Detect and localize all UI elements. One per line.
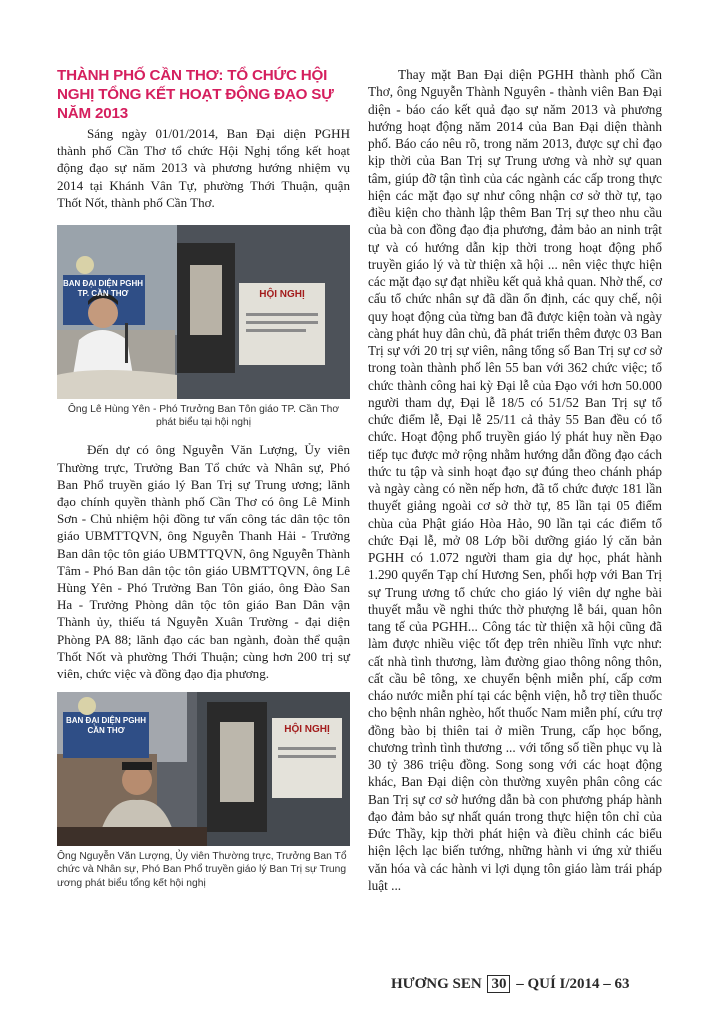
left-column xyxy=(57,66,350,890)
board-title: HỘI NGHỊ xyxy=(284,724,330,736)
paragraph-intro: Sáng ngày 01/01/2014, Ban Đại diện PGHH thành phố Cần Thơ tổ chức Hội Nghị tổng kết hoạt động đạo sự năm 2013 và phương hướng nhiệm vụ 2014 tại Khánh Vân Tự, phường Thới Thuận, quận Thốt Nốt, thành phố Cần Thơ. xyxy=(57,126,350,210)
article-headline: THÀNH PHỐ CẦN THƠ: TỔ CHỨC HỘI NGHỊ TỔNG KẾT HOẠT ĐỘNG ĐẠO SỰ NĂM 2013 xyxy=(57,67,334,122)
board-title: HỘI NGHỊ xyxy=(259,289,305,301)
right-column xyxy=(368,66,662,894)
page-footer xyxy=(391,975,681,993)
banner-text: BAN ĐẠI DIỆN PGHH CẦN THƠ xyxy=(65,716,146,736)
issue-number: 30 xyxy=(487,975,510,993)
paragraph-report: Thay mặt Ban Đại diện PGHH thành phố Cần Thơ, ông Nguyễn Thành Nguyên - thành viên Ban Đại diện - báo cáo kết quả đạo sự năm 2013 và phương hướng hoạt động năm 2014 của Ban Đại diện thành phố. Báo cáo nêu rõ, trong năm 2013, được sự chỉ đạo kịp thời của Ban Trị sự Trung ương và nhờ sự quan tâm, giúp đỡ tận tình của các ngành các cấp trong thực hiện các mặt đạo sự như công nhận cơ sở thờ tự, tạo điều kiện cho thành lập thêm Ban Trị sự theo nhu cầu của bà con đồng đạo địa phương, đảm bảo an ninh trật tự và có hướng dẫn kịp thời trong hoạt động phổ truyền giáo lý và từ thiện xã hội ... nên việc thực hiện các mặt đạo sự đạt nhiều kết quả khả quan. Nhờ thế, cơ cấu tổ chức nhân sự đã dần ổn định, các quy chế, nội quy hoạt động của từng ban đã được kiện toàn và ngày càng phát huy dân chủ, đã phát triển thêm được 03 Ban Trị sự với 20 trị sự viên, nâng tổng số Ban Trị sự cơ sở trong toàn thành phố lên 55 ban với 362 chức việc; tổ chức thành công hai kỳ Đại lễ của Đạo với hơn 50.000 người tham dự, Đại lễ 18/5 có 51/52 Ban Trị sự tổ chức điểm lễ, Đại lễ 25/11 cả thảy 55 Ban đều có tổ chức. Hoạt động phổ truyền giáo lý phát huy nền Đạo tiếp tục được mở rộng nhằm hướng dẫn đồng đạo cách thức tu tập và sinh hoạt đạo sự đúng theo chánh pháp và ngày càng có nền nếp hơn, đã tổ chức được 181 lần thuyết giảng ngoài cơ sở thờ tự, 85 lần tại 05 điểm chùa của Phật giáo Hòa Hảo, 90 lần tại các điểm tổ chức Đại lễ, mở 08 Lớp bồi dưỡng giáo lý căn bản PGHH có 1.072 người tham gia dự học, phát hành 1.290 quyển Tạp chí Hương Sen, phối hợp với Ban Trị sự Trung ương tổ chức cho giáo lý viên dự nghe bài thuyết mẫu về nghi thức thờ phượng lễ bái, quan hôn tang tế của PGHH... Công tác từ thiện xã hội cũng đã làm được nhiều việc tốt đẹp trên nhiều lĩnh vực như: cất nhà tình thương, làm đường giao thông nông thôn, cất cầu bê tông, xe chuyển bệnh miễn phí, cấp cơm cháo nước miễn phí tại các bệnh viện, hỗ trợ tiền thuốc cho bệnh nhân nghèo, hốt thuốc Nam miễn phí, cứu trợ đồng bào bị thiên tai ở miền Trung, cấp học bổng, chương trình tình thương ... với tổng số tiền phục vụ là 30 tỷ 386 triệu đồng. Song song với các hoạt động khác, Ban Đại diện còn thường xuyên phân công các Ban Trị sự cơ sở hướng dẫn bà con phương pháp hành đạo đảm bảo sự nhất quán trong thực hiện tôn chỉ của Đức Thầy, kịp thời phát hiện và điều chỉnh các biểu hiện lệch lạc biến tướng, những hành vi ứng xử thiếu văn hóa và các hành vi lợi dụng tôn giáo làm trái pháp luật ... xyxy=(368,67,662,893)
speaker-photo-1 xyxy=(57,225,350,399)
speaker-photo-2 xyxy=(57,692,350,846)
photo-caption-2: Ông Nguyễn Văn Lượng, Ủy viên Thường trực, Trưởng Ban Tổ chức và Nhân sự, Phó Ban Phổ truyền giáo lý Ban Trị sự Trung ương phát biểu tổng kết hội nghị xyxy=(57,851,347,889)
magazine-name: HƯƠNG SEN xyxy=(391,976,482,992)
issue-quarter: – QUÍ I/2014 – xyxy=(516,976,611,992)
paragraph-attendees: Đến dự có ông Nguyễn Văn Lượng, Ủy viên Thường trực, Trưởng Ban Tổ chức và Nhân sự, Phó Ban Phổ truyền giáo lý Ban Trị sự Trung ương; lãnh đạo chính quyền thành phố Cần Thơ có ông Lê Minh Sơn - Chủ nhiệm hội đồng tư vấn công tác dân tộc tôn giáo UBMTTQVN, ông Nguyễn Thanh Hải - Trưởng Ban dân tộc tôn giáo UBMTTQVN, ông Nguyễn Thành Tâm - Phó Ban dân tộc tôn giáo UBMTTQVN, ông Lê Hùng Yên - Phó Trưởng Ban Tôn giáo, ông Đào San Ha - Trưởng Phòng dân tộc tôn giáo Ban Dân vận Thành ủy, thiếu tá Nguyễn Xuân Trường - đại diện Phòng PA 88; lãnh đạo các ban ngành, đoàn thể quận Thốt Nốt và phường Thới Thuận; cùng hơn 200 trị sự viên, chức việc và đồng đạo địa phương. xyxy=(57,442,350,682)
photo-caption-1: Ông Lê Hùng Yên - Phó Trưởng Ban Tôn giáo TP. Cần Thơ phát biểu tại hội nghị xyxy=(67,404,340,429)
banner-text: BAN ĐẠI DIỆN PGHH TP. CẦN THƠ xyxy=(63,279,144,299)
page-number: 63 xyxy=(614,976,630,992)
